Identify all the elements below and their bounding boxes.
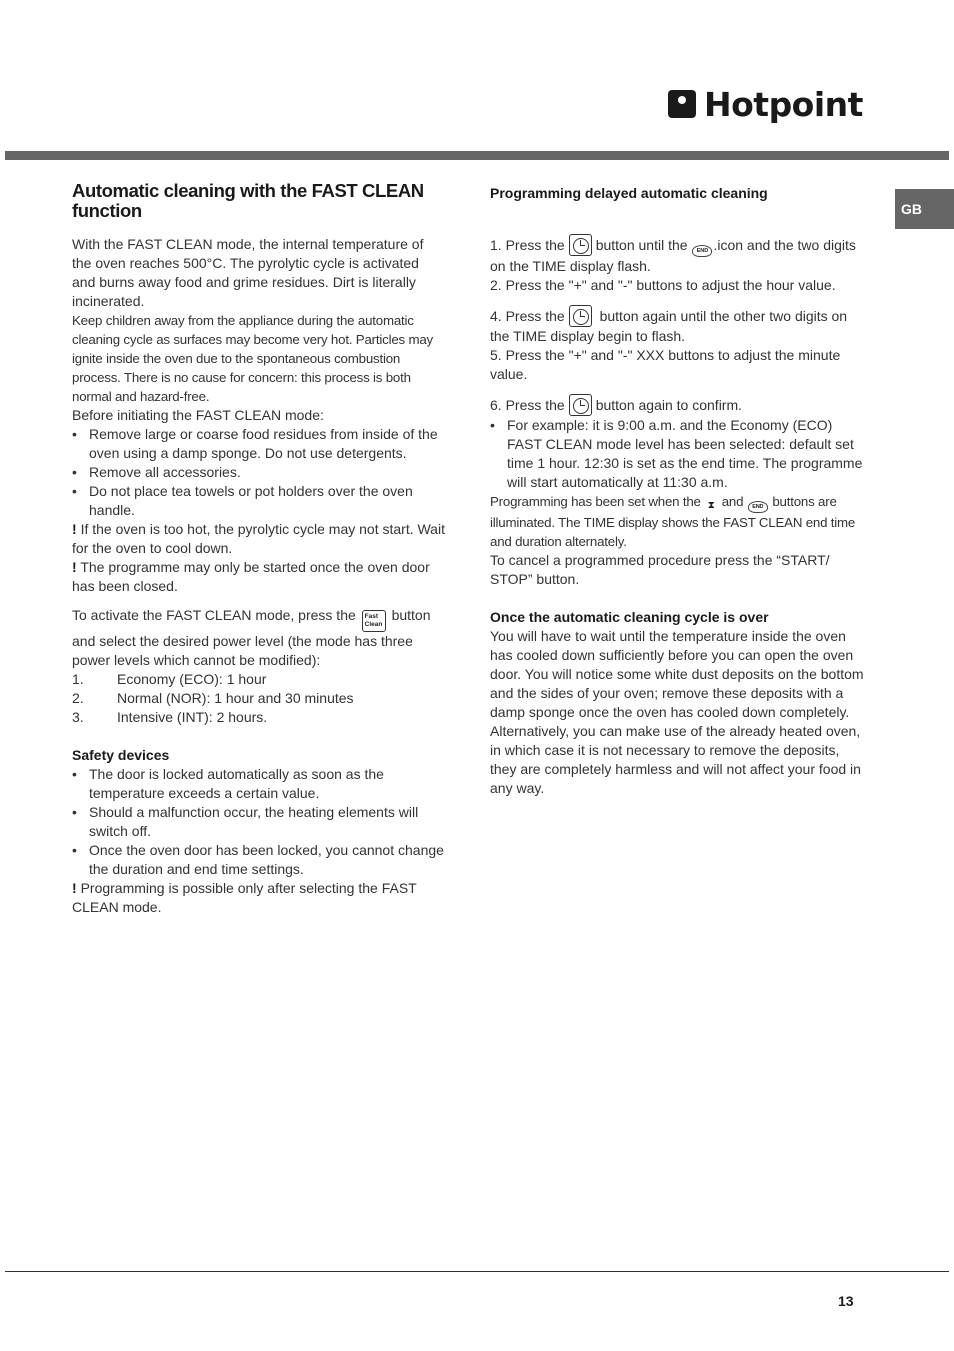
step-6 [490, 394, 864, 416]
prep-list [72, 425, 446, 520]
end-icon: END [748, 501, 768, 513]
step-text: button again until the other two digits on the TIME display begin to flash. [490, 308, 848, 344]
clock-button-icon [569, 305, 592, 327]
step-text: button again to confirm. [595, 397, 743, 413]
note-door-closed [72, 558, 446, 596]
note-programming [72, 879, 446, 917]
list-text: Normal (NOR): 1 hour and 30 minutes [117, 690, 354, 706]
left-column [72, 181, 446, 917]
list-item [72, 670, 446, 689]
hourglass-icon: ⧗ [707, 500, 715, 511]
before-text: Before initiating the FAST CLEAN mode: [72, 407, 324, 423]
power-levels-list [72, 670, 446, 727]
list-item: • Remove large or coarse food residues from inside of the oven using a damp sponge. Do not use detergents. [72, 425, 446, 463]
exclamation-icon: ! [72, 559, 77, 575]
section-title: Automatic cleaning with the FAST CLEAN function [72, 180, 424, 221]
activate-instructions [72, 606, 446, 670]
cycle-over-heading: Once the automatic cleaning cycle is over [490, 609, 769, 625]
language-tab: GB [895, 189, 954, 229]
list-text: Economy (ECO): 1 hour [117, 671, 267, 687]
list-item: • The door is locked automatically as soon as the temperature exceeds a certain value. [72, 765, 446, 803]
brand-name: Hotpoint [704, 84, 863, 124]
list-item [72, 708, 446, 727]
list-text: Intensive (INT): 2 hours. [117, 709, 268, 725]
clock-button-icon [569, 394, 592, 416]
step-text: 4. Press the [490, 308, 565, 324]
safety-list [72, 765, 446, 879]
cycle-over-text: You will have to wait until the temperature inside the oven has cooled down sufficiently before you can open the oven door. You will notice some white dust deposits on the bottom and the sides of your oven; remove these deposits with a damp sponge once the oven has cooled down completely. Alternatively, you can make use of the already heated oven, in which case it is not necessary to remove the deposits, they are completely harmless and will not affect your food in any way. [490, 628, 864, 796]
child-warning: Keep children away from the appliance during the automatic cleaning cycle as surfaces may become very hot. Particles may ignite inside the oven due to the spontaneous combustion process. There is no cause for concern: this process is both normal and hazard-free. [72, 313, 434, 404]
safety-heading: Safety devices [72, 747, 170, 763]
step-5: 5. Press the "+" and "-" XXX buttons to adjust the minute value. [490, 347, 841, 382]
exclamation-icon: ! [72, 880, 77, 896]
list-item: • Do not place tea towels or pot holders over the oven handle. [72, 482, 446, 520]
list-item: • Remove all accessories. [72, 463, 446, 482]
end-icon: END [692, 245, 712, 257]
programming-set-text [490, 492, 864, 551]
list-number: 1. [72, 671, 84, 687]
set-text: and [721, 494, 744, 509]
clock-button-icon [569, 234, 592, 256]
step-4 [490, 305, 864, 346]
step-text: button until the [595, 237, 688, 253]
step-text: 1. Press the [490, 237, 565, 253]
activate-text: To activate the FAST CLEAN mode, press the [72, 607, 356, 623]
note-text: The programme may only be started once the oven door has been closed. [72, 559, 430, 594]
step-1 [490, 234, 864, 276]
step-text: .icon and the two digits on the TIME display flash. [490, 237, 856, 274]
set-text: buttons are illuminated. The TIME display shows the FAST CLEAN end time and duration alternately. [490, 494, 856, 549]
intro-paragraph: With the FAST CLEAN mode, the internal temperature of the oven reaches 500°C. The pyrolytic cycle is activated and burns away food and grime residues. Dirt is literally incinerated. [72, 236, 424, 309]
header-rule [5, 151, 949, 160]
fast-clean-icon-label: Clean [364, 621, 383, 628]
cancel-text: To cancel a programmed procedure press the “START/ STOP” button. [490, 552, 830, 587]
list-item: • For example: it is 9:00 a.m. and the Economy (ECO) FAST CLEAN mode level has been selected: default set time 1 hour. 12:30 is set as the end time. The programme will start automatically at 11:30 a.m. [490, 416, 864, 492]
hotpoint-logo-icon [668, 90, 696, 118]
example-list [490, 416, 864, 492]
set-text: Programming has been set when the [490, 494, 701, 509]
activate-text: button and select the desired power level (the mode has three power levels which cannot be modified): [72, 607, 431, 668]
note-hot-oven [72, 520, 446, 558]
page-number: 13 [838, 1293, 854, 1309]
list-item: • Should a malfunction occur, the heating elements will switch off. [72, 803, 446, 841]
footer-rule [5, 1271, 949, 1272]
brand-logo [668, 84, 863, 124]
note-text: Programming is possible only after selecting the FAST CLEAN mode. [72, 880, 417, 915]
fast-clean-icon-label: Fast [364, 613, 379, 620]
fast-clean-button-icon [362, 610, 386, 632]
exclamation-icon: ! [72, 521, 77, 537]
note-text: If the oven is too hot, the pyrolytic cycle may not start. Wait for the oven to cool down. [72, 521, 445, 556]
programming-heading: Programming delayed automatic cleaning [490, 185, 768, 201]
list-number: 2. [72, 690, 84, 706]
right-column [490, 184, 864, 798]
step-2: 2. Press the "+" and "-" buttons to adjust the hour value. [490, 277, 836, 293]
step-text: 6. Press the [490, 397, 565, 413]
list-item: • Once the oven door has been locked, you cannot change the duration and end time settings. [72, 841, 446, 879]
list-item [72, 689, 446, 708]
list-number: 3. [72, 709, 84, 725]
